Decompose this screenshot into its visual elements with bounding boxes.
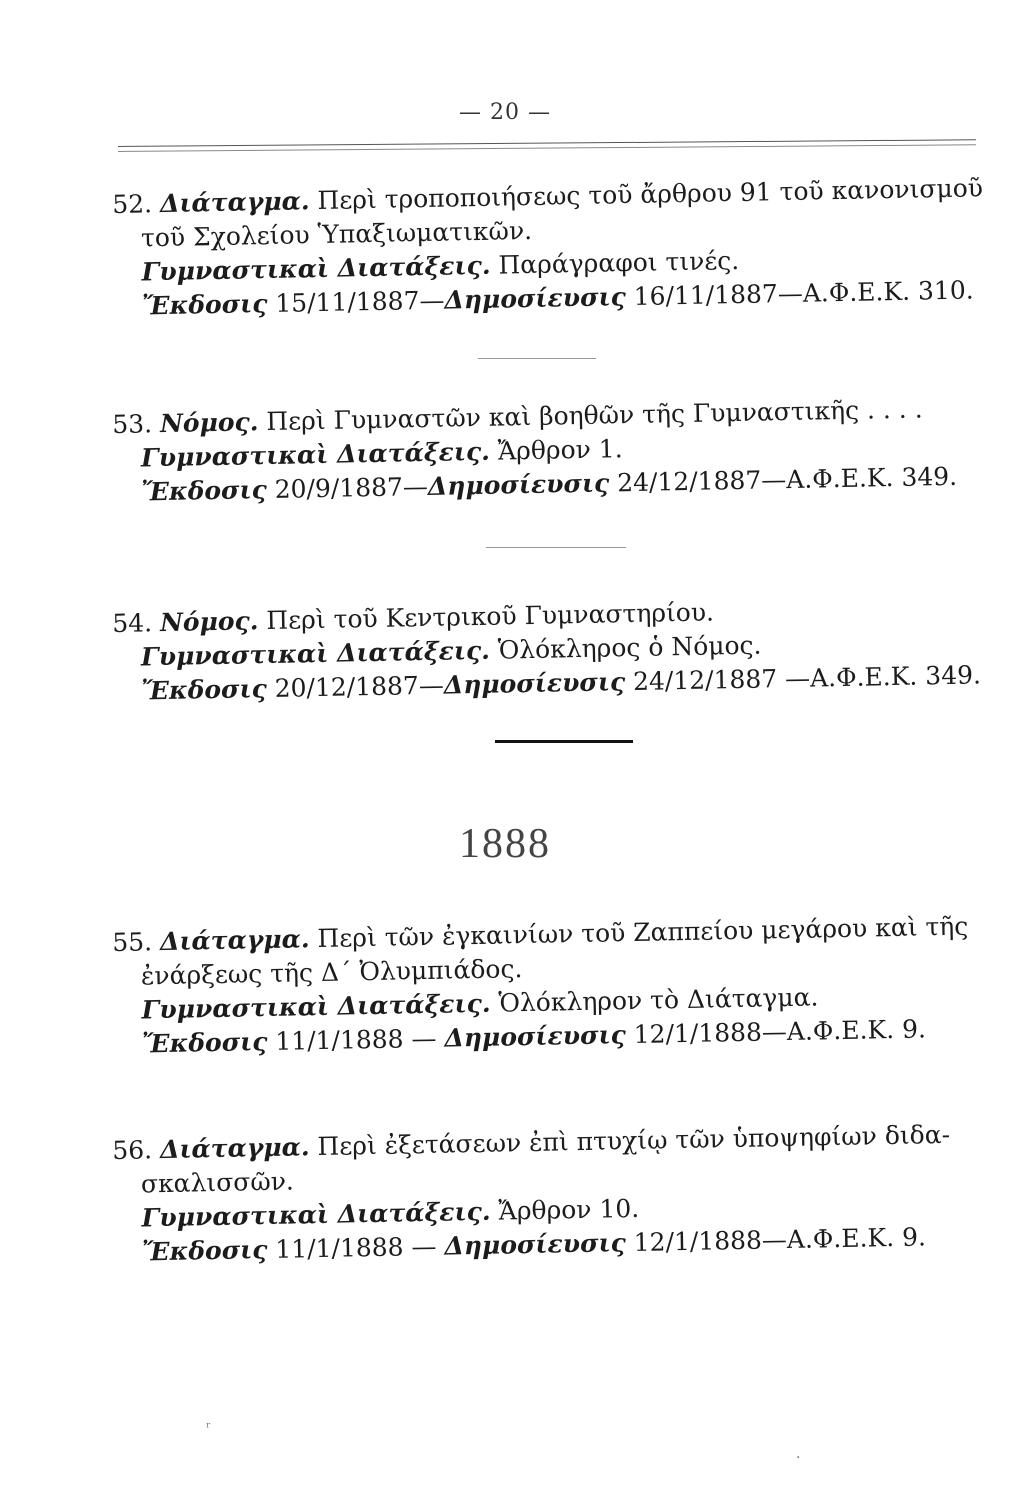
entry-number: 53. — [112, 409, 153, 439]
publication-label: Δημοσίευσις — [444, 1228, 627, 1261]
entry-title: Περὶ Γυμναστῶν καὶ βοηθῶν τῆς Γυμναστικῆς . . . . — [266, 394, 923, 437]
provisions-label: Γυμναστικαὶ Διατάξεις. — [140, 635, 491, 672]
entry-title: Περὶ τοῦ Κεντρικοῦ Γυμναστηρίου. — [266, 597, 715, 636]
entry-number: 54. — [112, 608, 153, 638]
provisions-label: Γυμναστικαὶ Διατάξεις. — [141, 988, 491, 1025]
entry-type: Νόμος. — [159, 606, 259, 638]
publication-text: 24/12/1887—Α.Φ.Ε.Κ. 349. — [616, 461, 958, 498]
issue-label: Ἔκδοσις — [141, 289, 268, 321]
entry-title: Περὶ τροποποιήσεως τοῦ ἄρθρου 91 τοῦ κανονισμοῦ — [317, 173, 984, 216]
issue-date: 20/12/1887— — [274, 670, 445, 703]
entry-54 — [112, 590, 982, 708]
entry-55 — [112, 909, 974, 1061]
issue-label: Ἔκδοσις — [141, 674, 268, 706]
issue-label: Ἔκδοσις — [141, 1027, 268, 1059]
entry-type: Νόμος. — [159, 407, 259, 439]
entry-56 — [112, 1117, 974, 1269]
entry-title: Περὶ τῶν ἐγκαινίων τοῦ Ζαππείου μεγάρου καὶ τῆς — [317, 911, 969, 954]
entry-separator — [486, 547, 626, 548]
entry-number: 55. — [112, 927, 153, 957]
year-heading: 1888 — [459, 821, 551, 867]
publication-label: Δημοσίευσις — [427, 468, 610, 501]
publication-label: Δημοσίευσις — [444, 282, 627, 315]
issue-date: 15/11/1887— — [275, 285, 445, 318]
publication-text: 16/11/1887—Α.Φ.Ε.Κ. 310. — [633, 275, 974, 312]
entry-type: Διάταγμα. — [159, 1132, 310, 1165]
entry-52 — [112, 171, 984, 323]
section-divider — [495, 740, 633, 743]
publication-text: 24/12/1887 —Α.Φ.Ε.Κ. 349. — [632, 660, 982, 697]
publication-label: Δημοσίευσις — [444, 1020, 627, 1053]
scan-mark: · — [796, 1450, 801, 1466]
scan-mark: ʳ — [206, 1420, 211, 1436]
provisions-text: Ἄρθρον 1. — [497, 434, 623, 466]
issue-date: 11/1/1888 — — [275, 1023, 437, 1056]
entry-title-continuation: τοῦ Σχολείου Ὑπαξιωματικῶν. — [140, 215, 533, 253]
publication-label: Δημοσίευσις — [443, 667, 626, 700]
provisions-text: Παράγραφοι τινές. — [498, 245, 740, 280]
provisions-label: Γυμναστικαὶ Διατάξεις. — [140, 436, 491, 473]
provisions-text: Ἄρθρον 10. — [498, 1193, 640, 1226]
page-number: — 20 — — [459, 100, 551, 125]
publication-text: 12/1/1888—Α.Φ.Ε.Κ. 9. — [633, 1222, 927, 1258]
provisions-text: Ὁλόκληρον τὸ Διάταγμα. — [498, 982, 819, 1018]
publication-text: 12/1/1888—Α.Φ.Ε.Κ. 9. — [633, 1014, 927, 1050]
issue-date: 11/1/1888 — — [275, 1231, 437, 1264]
entry-number: 52. — [112, 189, 153, 219]
provisions-text: Ὁλόκληρος ὁ Νόμος. — [497, 630, 762, 665]
provisions-label: Γυμναστικαὶ Διατάξεις. — [141, 250, 491, 287]
entry-number: 56. — [112, 1135, 153, 1165]
issue-label: Ἔκδοσις — [141, 475, 268, 507]
provisions-label: Γυμναστικαὶ Διατάξεις. — [141, 1196, 491, 1233]
entry-type: Διάταγμα. — [159, 186, 310, 219]
issue-label: Ἔκδοσις — [141, 1235, 268, 1267]
entry-type: Διάταγμα. — [159, 924, 310, 957]
entry-title: Περὶ ἐξετάσεων ἐπὶ πτυχίῳ τῶν ὑποψηφίων διδα- — [317, 1119, 951, 1162]
entry-title-continuation: ἐνάρξεως τῆς Δ΄ Ὀλυμπιάδος. — [140, 954, 523, 991]
entry-53 — [112, 391, 974, 509]
issue-date: 20/9/1887— — [274, 471, 429, 504]
entry-separator — [478, 358, 596, 359]
entry-title-continuation: σκαλισσῶν. — [140, 1166, 295, 1199]
